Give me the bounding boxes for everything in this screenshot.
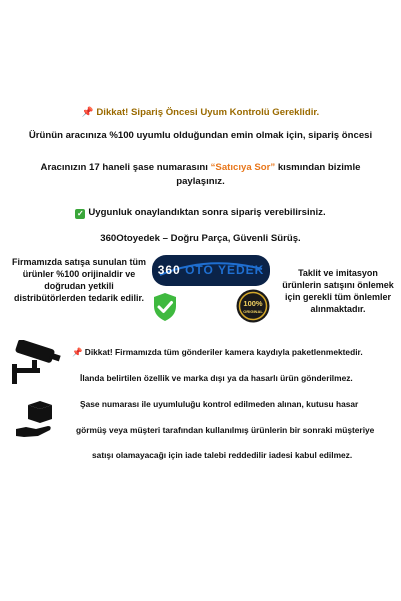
originality-line: ürünler %100 orijinaldir ve <box>22 269 136 279</box>
originality-line: Firmamızda satışa sunulan tüm <box>11 257 147 267</box>
original-badge-icon <box>236 289 270 323</box>
check-mark-icon: ✓ <box>77 209 84 218</box>
approval-line <box>0 207 401 219</box>
originality-text <box>8 256 150 304</box>
pushpin-icon: 📌 <box>72 347 83 357</box>
pushpin-icon: 📌 <box>81 107 94 118</box>
logo-number: 360 <box>157 263 181 277</box>
anti-counterfeit-line: ürünlerin satışını önlemek <box>282 280 394 290</box>
originality-line: distribütörlerden tedarik edilir. <box>13 293 145 303</box>
info-line-1: Ürünün aracınıza %100 uyumlu olduğundan emin olmak için, sipariş öncesi <box>28 130 373 141</box>
policy-line: İlanda belirtilen özellik ve marka dışı ya da hasarlı ürün gönderilmez. <box>80 373 353 383</box>
brand-slogan: 360Otoyedek – Doğru Parça, Güvenli Sürüş. <box>100 233 301 244</box>
anti-counterfeit-text <box>278 267 398 315</box>
anti-counterfeit-line: alınmaktadır. <box>310 304 366 314</box>
camera-notice-text: Dikkat! Firmamızda tüm gönderiler kamera kaydıyla paketlenmektedir. <box>84 347 363 357</box>
logo-name: OTO YEDEK <box>185 263 265 277</box>
green-shield-icon <box>152 292 178 322</box>
info-line-2-pre: Aracınızın 17 haneli şase numarasını <box>40 162 211 173</box>
camera-notice <box>72 347 363 358</box>
info-line-2-post: kısmından bizimle <box>275 162 361 173</box>
hand-box-icon <box>14 399 58 443</box>
info-line-2 <box>0 162 401 173</box>
anti-counterfeit-line: Taklit ve imitasyon <box>298 268 378 278</box>
policy-line: görmüş veya müşteri tarafından kullanılmış ürünlerin bir sonraki müşteriye <box>76 425 375 435</box>
anti-counterfeit-line: için gerekli tüm önlemler <box>284 292 392 302</box>
info-line-3: paylaşınız. <box>176 176 225 187</box>
brand-logo <box>152 255 270 286</box>
badge-top-text: 100% <box>243 299 263 308</box>
originality-line: doğrudan yetkili <box>44 281 114 291</box>
security-camera-icon <box>10 340 66 386</box>
compatibility-warning <box>0 107 401 118</box>
policy-line: satışı olamayacağı için iade talebi reddedilir iadesi kabul edilmez. <box>92 450 353 460</box>
policy-line: Şase numarası ile uyumluluğu kontrol edilmeden alınan, kutusu hasar <box>80 399 359 409</box>
approval-text: Uygunluk onaylandıktan sonra sipariş verebilirsiniz. <box>88 207 326 218</box>
ask-seller-highlight: “Satıcıya Sor” <box>210 162 276 173</box>
badge-bottom-text: ORIGINAL <box>243 309 263 314</box>
warning-text: Dikkat! Sipariş Öncesi Uyum Kontrolü Gereklidir. <box>96 107 320 118</box>
